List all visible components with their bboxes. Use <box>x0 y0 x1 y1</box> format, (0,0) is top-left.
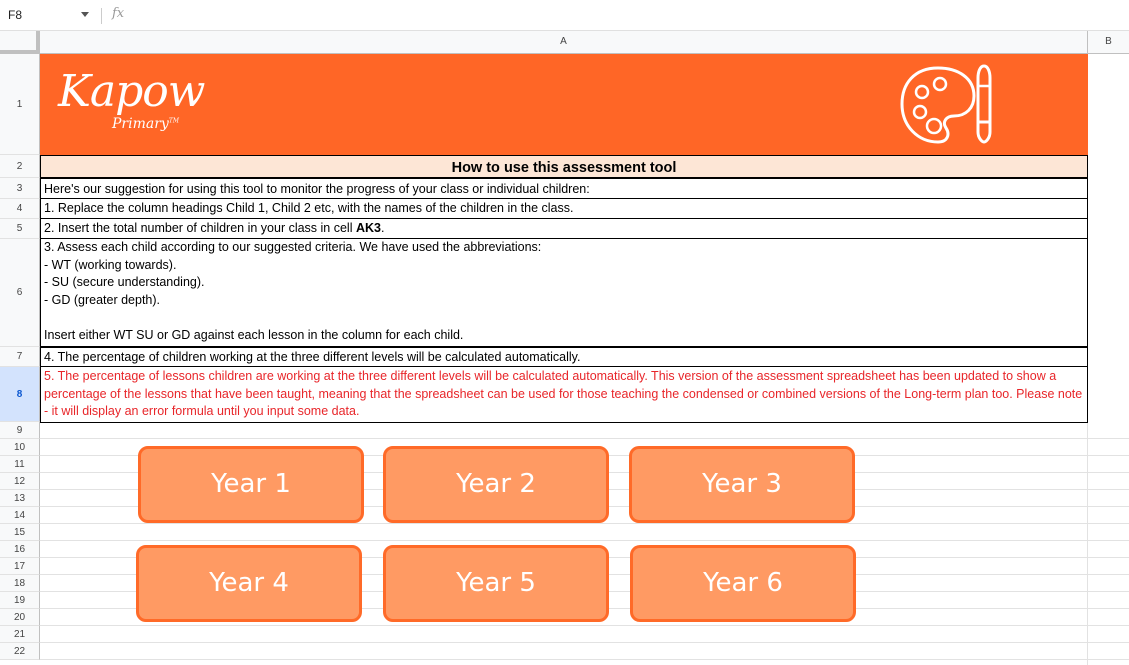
year-4-button[interactable]: Year 4 <box>136 545 362 622</box>
grid-line <box>40 625 1129 626</box>
row-header-4[interactable]: 4 <box>0 199 40 219</box>
step-1-cell[interactable]: 1. Replace the column headings Child 1, Child 2 etc, with the names of the children in the class. <box>40 199 1088 219</box>
row-header-17[interactable]: 17 <box>0 558 40 575</box>
row-header-18[interactable]: 18 <box>0 575 40 592</box>
grid-line <box>40 642 1129 643</box>
intro-cell[interactable]: Here's our suggestion for using this tool to monitor the progress of your class or individual children: <box>40 178 1088 199</box>
row-header-8[interactable]: 8 <box>0 367 40 422</box>
row-header-3[interactable]: 3 <box>0 178 40 199</box>
row-header-10[interactable]: 10 <box>0 439 40 456</box>
formula-bar <box>0 0 1129 31</box>
grid-line <box>40 438 1129 439</box>
row-header-15[interactable]: 15 <box>0 524 40 541</box>
year-3-button[interactable]: Year 3 <box>629 446 855 523</box>
year-1-button[interactable]: Year 1 <box>138 446 364 523</box>
grid-line <box>40 540 1129 541</box>
grid-line <box>40 523 1129 524</box>
step-4-cell[interactable]: 4. The percentage of children working at the three different levels will be calculated automatically. <box>40 347 1088 367</box>
step-2-cell-ref: AK3 <box>355 221 381 235</box>
step-3-spacer <box>44 309 1084 327</box>
row-header-20[interactable]: 20 <box>0 609 40 626</box>
row-header-21[interactable]: 21 <box>0 626 40 643</box>
logo-main-text: Kapow <box>58 66 205 117</box>
chevron-down-icon[interactable] <box>81 12 89 17</box>
row-header-19[interactable]: 19 <box>0 592 40 609</box>
kapow-logo <box>58 66 204 117</box>
step-2-suffix: . <box>380 221 385 235</box>
column-header-a[interactable]: A <box>40 31 1088 54</box>
year-2-button[interactable]: Year 2 <box>383 446 609 523</box>
row-header-22[interactable]: 22 <box>0 643 40 660</box>
step-3-cell[interactable] <box>40 239 1088 347</box>
name-box[interactable]: F8 <box>8 8 23 22</box>
step-2-text: 2. Insert the total number of children in your class in cell <box>44 221 356 235</box>
trademark: TM <box>168 117 179 125</box>
step-3-line-1: 3. Assess each child according to our suggested criteria. We have used the abbreviations: <box>44 240 542 254</box>
logo-sub-text: Primary <box>112 116 169 132</box>
step-3-line-5: Insert either WT SU or GD against each lesson in the column for each child. <box>44 327 464 342</box>
row-header-2[interactable]: 2 <box>0 155 40 178</box>
row-header-5[interactable]: 5 <box>0 219 40 239</box>
column-header-row <box>0 31 1129 54</box>
step-3-line-2: - WT (working towards). <box>44 257 177 272</box>
row-header-7[interactable]: 7 <box>0 347 40 367</box>
year-5-button[interactable]: Year 5 <box>383 545 609 622</box>
formula-bar-divider <box>101 8 102 24</box>
column-header-b[interactable]: B <box>1105 36 1112 47</box>
year-6-button[interactable]: Year 6 <box>630 545 856 622</box>
select-all-corner[interactable] <box>0 31 40 54</box>
row-header-16[interactable]: 16 <box>0 541 40 558</box>
row-header-13[interactable]: 13 <box>0 490 40 507</box>
step-5-cell[interactable]: 5. The percentage of lessons children are working at the three different levels will be calculated automatically. This version of the assessment spreadsheet has been updated to show a percentage of the lessons that have been taught, meaning that the spreadsheet can be used for those teaching the condensed or combined versions of the Long-term plan too. Please note - it will display an error formula until you input some data. <box>40 367 1088 423</box>
paint-palette-icon <box>900 62 1000 147</box>
logo-subtitle <box>112 116 179 132</box>
row-header-6[interactable]: 6 <box>0 239 40 347</box>
row-header-12[interactable]: 12 <box>0 473 40 490</box>
row-header-1[interactable]: 1 <box>0 54 40 155</box>
row-header-14[interactable]: 14 <box>0 507 40 524</box>
step-2-cell[interactable] <box>40 219 1088 239</box>
row-header-11[interactable]: 11 <box>0 456 40 473</box>
step-3-line-4: - GD (greater depth). <box>44 292 161 307</box>
step-3-line-3: - SU (secure understanding). <box>44 275 205 289</box>
assessment-title: How to use this assessment tool <box>40 155 1088 178</box>
function-icon: fx <box>112 6 125 21</box>
row-header-9[interactable]: 9 <box>0 422 40 439</box>
grid-line <box>40 659 1129 660</box>
kapow-banner <box>40 54 1088 155</box>
